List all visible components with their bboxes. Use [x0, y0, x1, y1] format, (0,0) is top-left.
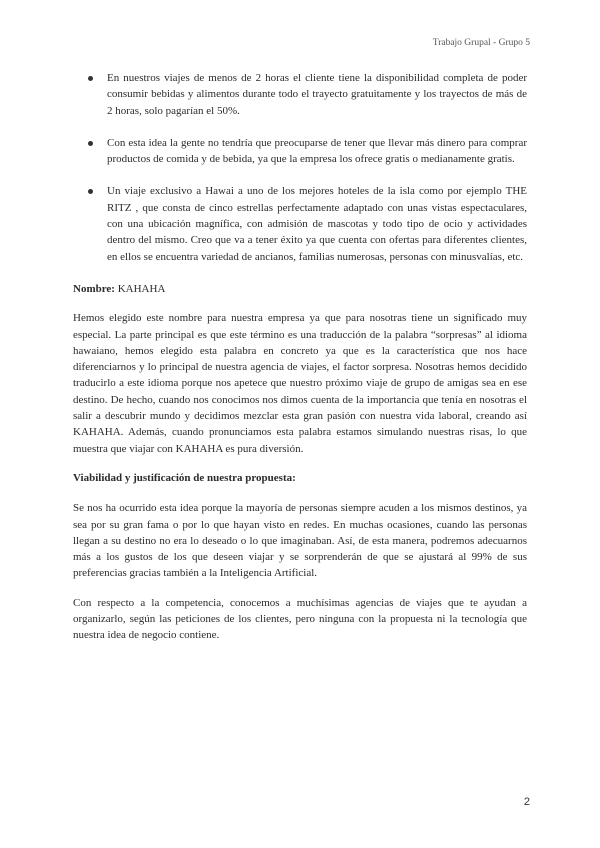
company-name: KAHAHA [117, 282, 166, 295]
name-label: Nombre: [73, 282, 115, 295]
list-item [73, 183, 527, 264]
list-item [73, 135, 527, 168]
viability-paragraph: Se nos ha ocurrido esta idea porque la mayoría de personas siempre acuden a los mismos destinos, ya sea por su gran fama o por lo que hayan visto en redes. En muchas ocasiones, cuando las personas llegan a su destino no era lo deseado o lo que imaginaban. Así, de esta manera, podremos adecuarnos más a los gustos de los que deseen viajar y se sorprenderán de que se ajustará al 99% de sus preferencias gracias también a la Inteligencia Artificial. [73, 502, 527, 580]
bullet-text: En nuestros viajes de menos de 2 horas el cliente tiene la disponibilidad completa de poder consumir bebidas y alimentos durante todo el trayecto gratuitamente y los trayectos de más de 2 horas, solo pagarían el 50%. [107, 72, 527, 117]
page-number: 2 [523, 796, 530, 808]
bullet-icon [88, 76, 93, 81]
list-item [73, 70, 527, 119]
name-paragraph: Hemos elegido este nombre para nuestra empresa ya que para nosotras tiene un significado muy especial. La parte principal es que este término es una traducción de la palabra “sorpresas” al idioma hawaiano, hemos elegido esta palabra en concreto ya que es la característica que nos hace diferenciarnos y lo principal de nuestra agencia de viajes, el factor sorpresa. Nosotras hemos decidido traducirlo a este idioma porque nos apetece que nuestro próximo viaje de grupo de amigas sea en ese destino. De hecho, cuando nos conocimos nos dimos cuenta de la importancia que tenía en nosotras el salir a descubrir mundo y decidimos mezclar esta gran pasión con nuestra vida laboral, creando así KAHAHA. Además, cuando pronunciamos esta palabra estamos simulando nuestras risas, lo que muestra que viajar con KAHAHA es pura diversión. [73, 312, 527, 455]
page-header: Trabajo Grupal - Grupo 5 [432, 38, 530, 48]
bullet-icon [88, 141, 93, 146]
page-content [73, 70, 527, 657]
name-heading [73, 281, 527, 297]
bullet-icon [88, 189, 93, 194]
bullet-text: Con esta idea la gente no tendría que preocuparse de tener que llevar más dinero para comprar productos de comida y de bebida, ya que la empresa los ofrece gratis o medianamente gratis. [107, 136, 527, 166]
bullet-list [73, 70, 527, 265]
viability-heading: Viabilidad y justificación de nuestra propuesta: [73, 471, 296, 484]
bullet-text: Un viaje exclusivo a Hawai a uno de los mejores hoteles de la isla como por ejemplo THE RITZ , que consta de cinco estrellas perfectamente adaptado con unas vistas espectaculares, con una ubicación magnífica, con admisión de mascotas y todo tipo de ocio y actividades dentro del mismo. Creo que va a tener éxito ya que cuenta con ofertas para diferentes clientes, en ellos se encuentra variedad de ancianos, familias numerosas, personas con minusvalías, etc. [107, 185, 527, 263]
competition-paragraph: Con respecto a la competencia, conocemos a muchísimas agencias de viajes que te ayudan a organizarlo, según las peticiones de los clientes, pero ninguna con la propuesta ni la tecnología que nuestra idea de negocio contiene. [73, 596, 527, 642]
